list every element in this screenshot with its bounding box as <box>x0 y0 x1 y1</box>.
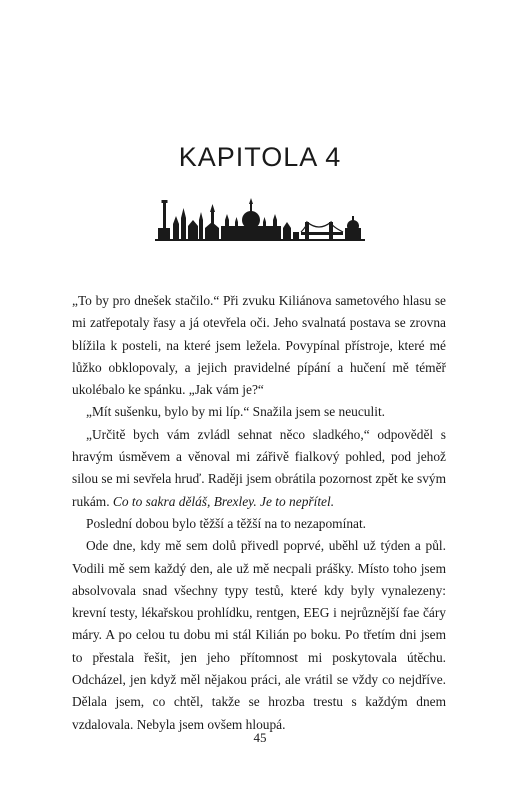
chapter-title: KAPITOLA 4 <box>178 142 342 172</box>
chapter-body-text <box>72 290 446 736</box>
paragraph: Ode dne, kdy mě sem dolů přivedl poprvé, uběhl už týden a půl. Vodili mě sem každý den, ale už mě necpali prášky. Místo toho jsem absolvovala snad všechny typy testů, které kdy byly vynalezeny: krevní testy, lékařskou prohlídku, rentgen, EEG i nejrůznější fae čáry máry. A po celou tu dobu mi stál Kilián po boku. Po třetím dni jsem to přestala řešit, jen jeho přítomnost mi poskytovala útěchu. Odcházel, jen když měl nějakou práci, ale vrátil se vždy co nejdříve. Dělala jsem, co chtěl, takže se hrozba trestu s každým dnem vzdalovala. Nebyla jsem ovšem hloupá. <box>72 538 446 732</box>
paragraph: „Mít sušenku, bylo by mi líp.“ Snažila jsem se neuculit. <box>86 404 386 420</box>
italic-thought: Co to sakra děláš, Brexley. Je to nepřítel. <box>112 493 335 509</box>
paragraph-text: „Určitě bych vám zvládl sehnat něco sladkého,“ odpověděl s hravým úsměvem a věnoval mi zářivě fialkový pohled, pod jehož silou se mi sevřela hruď. Raději jsem obrátila pozornost zpět ke svým rukám. <box>72 426 446 509</box>
paragraph <box>72 424 446 513</box>
city-skyline-illustration <box>155 198 365 244</box>
paragraph: „To by pro dnešek stačilo.“ Při zvuku Kiliánova sametového hlasu se mi zatřepotaly řasy a já otevřela oči. Jeho svalnatá postava se zrovna blížila k posteli, na které jsem ležela. Povypínal přístroje, které mé lůžko obklopovaly, a jejich pravidelné pípání a hučení mě téměř ukolébalo ke spánku. „Jak vám je?“ <box>72 293 446 398</box>
page-number: 45 <box>253 730 267 745</box>
paragraph: Poslední dobou bylo těžší a těžší na to nezapomínat. <box>86 515 367 531</box>
